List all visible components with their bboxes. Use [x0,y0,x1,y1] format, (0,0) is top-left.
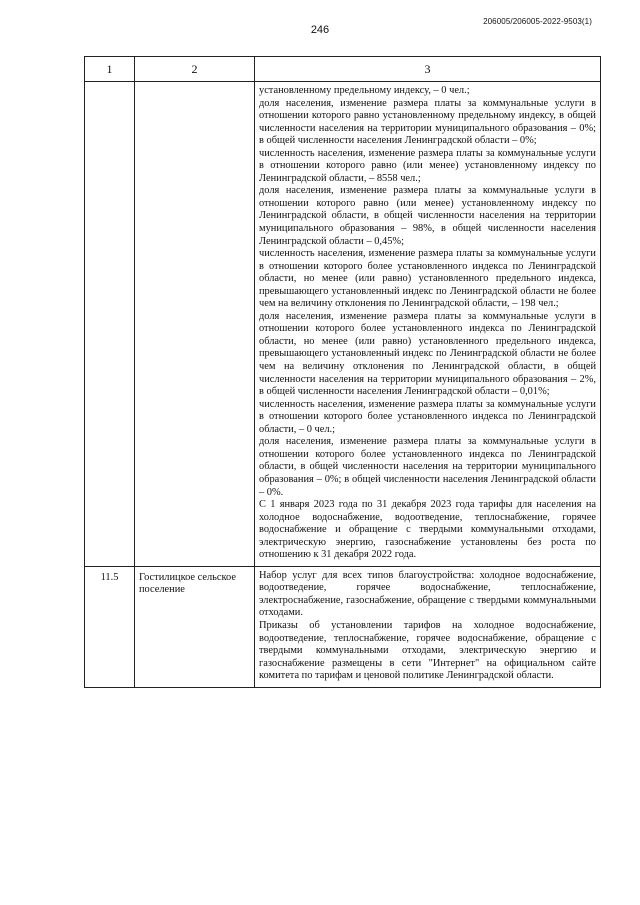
description-cell [255,82,601,567]
paragraph: численность населения, изменение размера платы за коммунальные услуги в отношении которого более установленного индекса по Ленинградской области, – 0 чел.; [259,398,596,435]
column-header-1: 1 [85,57,135,82]
paragraph: численность населения, изменение размера платы за коммунальные услуги в отношении которого более установленного индекса по Ленинградской области, но менее (или равно) установленного предельного индекса, превышающего установленный индекс по Ленинградской области не более чем на величину отклонения по Ленинградской области, – 198 чел.; [259,248,596,310]
paragraph: С 1 января 2023 года по 31 декабря 2023 года тарифы для населения на холодное водоснабжение, водоотведение, теплоснабжение, горячее водоснабжение и обращение с твердыми коммунальными отходами, электрическую энергию, газоснабжение установлены без роста по отношению к 31 декабря 2022 года. [259,499,596,561]
page-number: 246 [310,24,330,36]
row-number: 11.5 [85,566,135,687]
table-row-continued [85,82,601,567]
table-header-row [85,57,601,82]
settlement-name: Гостилицкое сельское поселение [135,566,255,687]
description-cell [255,566,601,687]
paragraph: доля населения, изменение размера платы за коммунальные услуги в отношении которого равно (или менее) установленному индексу по Ленинградской области, в общей численности населения на территории муниципального образования – 98%, в общей численности населения Ленинградской области – 0,45%; [259,185,596,247]
paragraph: Приказы об установлении тарифов на холодное водоснабжение, водоотведение, теплоснабжение, горячее водоснабжение, обращение с твердыми коммунальными отходами, электрическую энергию и газоснабжение размещены в сети "Интернет" на официальном сайте комитета по тарифам и ценовой политике Ленинградской области. [259,619,596,682]
paragraph: численность населения, изменение размера платы за коммунальные услуги в отношении которого равно (или менее) установленному индексу по Ленинградской области, – 8558 чел.; [259,147,596,184]
tariff-table [84,56,601,688]
row-number-cell-empty [85,82,135,567]
table-row-11-5 [85,566,601,687]
paragraph: доля населения, изменение размера платы за коммунальные услуги в отношении которого более установленного индекса по Ленинградской области, но менее (или равно) установленного предельного индекса, превышающего установленный индекс по Ленинградской области не более чем на величину отклонения по Ленинградской области, в общей численности населения на территории муниципального образования – 2%, в общей численности населения Ленинградской области – 0,01%; [259,310,596,398]
paragraph: установленному предельному индексу, – 0 чел.; [259,85,470,96]
document-code: 206005/206005-2022-9503(1) [483,17,592,26]
column-header-2: 2 [135,57,255,82]
paragraph: доля населения, изменение размера платы за коммунальные услуги в отношении которого равно установленному предельному индексу, в общей численности населения на территории муниципального образования – 0%; в общей численности населения Ленинградской области – 0%; [259,97,596,147]
paragraph: Набор услуг для всех типов благоустройства: холодное водоснабжение, водоотведение, горячее водоснабжение, теплоснабжение, электроснабжение, газоснабжение, обращение с твердыми коммунальными отходами. [259,569,596,619]
settlement-cell-empty [135,82,255,567]
paragraph: доля населения, изменение размера платы за коммунальные услуги в отношении которого более установленного индекса по Ленинградской области, в общей численности населения на территории муниципального образования – 0%; в общей численности населения Ленинградской области – 0%. [259,436,596,498]
column-header-3: 3 [255,57,601,82]
